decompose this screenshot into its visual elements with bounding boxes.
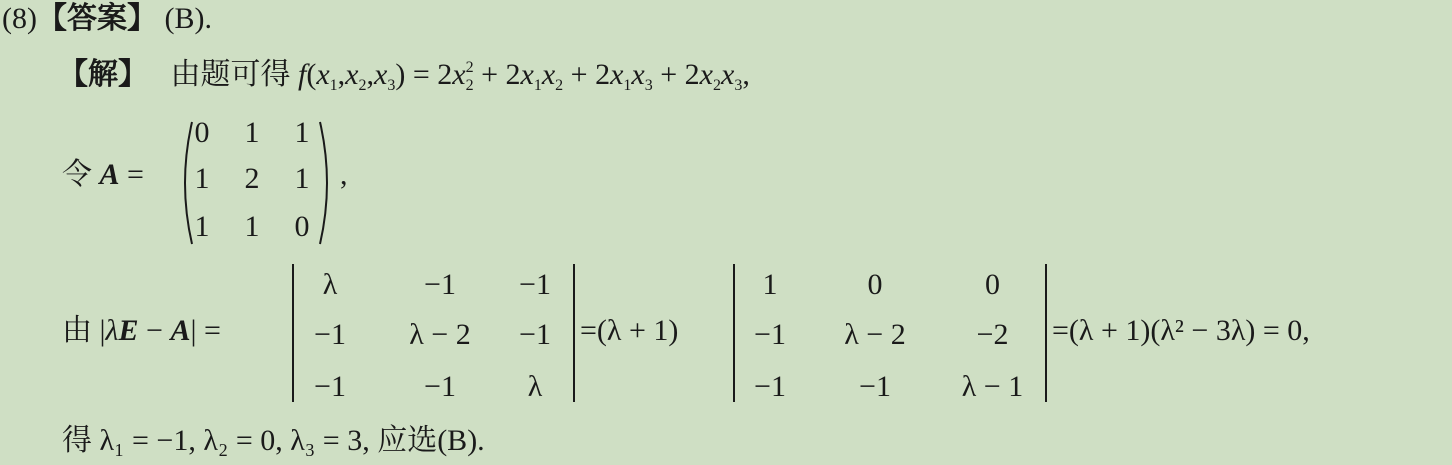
det1-cell: λ — [527, 370, 543, 403]
det2-cell: λ − 1 — [961, 370, 1024, 403]
answer-tag: 【答案】 — [36, 1, 157, 36]
det1-cell: −1 — [424, 268, 456, 301]
det2-cell: −1 — [859, 370, 891, 403]
matrix-a-cell: 1 — [194, 162, 210, 195]
det1-left-bar — [292, 264, 294, 402]
det2-right-bar — [1045, 264, 1047, 402]
det2-cell: −1 — [754, 318, 786, 351]
det1-cell: −1 — [519, 268, 551, 301]
matrix-a-cell: 1 — [244, 210, 260, 243]
matrix-a-cell: 1 — [244, 116, 260, 149]
det2-cell: 0 — [867, 268, 883, 301]
matrix-a-cell: 1 — [194, 210, 210, 243]
det2-cell: 1 — [762, 268, 778, 301]
det1-cell: −1 — [314, 318, 346, 351]
matrix-a-cell: 0 — [294, 210, 310, 243]
det1-cell: −1 — [314, 370, 346, 403]
det2-cell: λ − 2 — [844, 318, 906, 351]
function-name: f — [298, 58, 307, 91]
matrix-a-cell: 1 — [294, 162, 310, 195]
det2-cell: −1 — [754, 370, 786, 403]
matrix-suffix: , — [340, 158, 348, 191]
conclusion-line: 得 λ₁ = −1, λ₂ = 0, λ₃ = 3, 应选(B). — [62, 424, 485, 457]
function-expression: = $2x^2_2 + 2x_1x_2 + 2x_1x_3 + 2x_2x_3$, — [405, 58, 750, 94]
matrix-a-cell: 0 — [194, 116, 210, 149]
det2-cell: −2 — [976, 318, 1009, 351]
det1-cell: −1 — [424, 370, 456, 403]
det1-cell: λ — [322, 268, 338, 301]
det1-right-bar — [573, 264, 575, 402]
solution-line — [58, 57, 750, 94]
det1-cell: λ − 2 — [409, 318, 471, 351]
answer-value: (B). — [164, 2, 212, 35]
matrix-a-cell: 1 — [294, 116, 310, 149]
matrix-a-cell: 2 — [244, 162, 260, 195]
problem-number: (8) — [2, 2, 37, 35]
solution-tag: 【解】 — [58, 57, 148, 92]
determinant-rhs: =(λ + 1)(λ² − 3λ) = 0, — [1052, 314, 1310, 347]
answer-line — [2, 1, 212, 36]
solution-intro: 由题可得 — [170, 58, 291, 91]
function-args: $(x_1,x_2,x_3)$ — [306, 58, 406, 94]
det2-cell: 0 — [985, 268, 1000, 301]
matrix-prefix: 令 A = — [62, 158, 144, 191]
matrix-name: A — [99, 158, 120, 191]
matrix-right-paren — [316, 118, 336, 248]
det1-cell: −1 — [519, 318, 551, 351]
det2-left-bar — [733, 264, 735, 402]
determinant-lhs: 由 |λE − A| = — [62, 314, 221, 347]
determinant-middle: =(λ + 1) — [580, 314, 679, 347]
